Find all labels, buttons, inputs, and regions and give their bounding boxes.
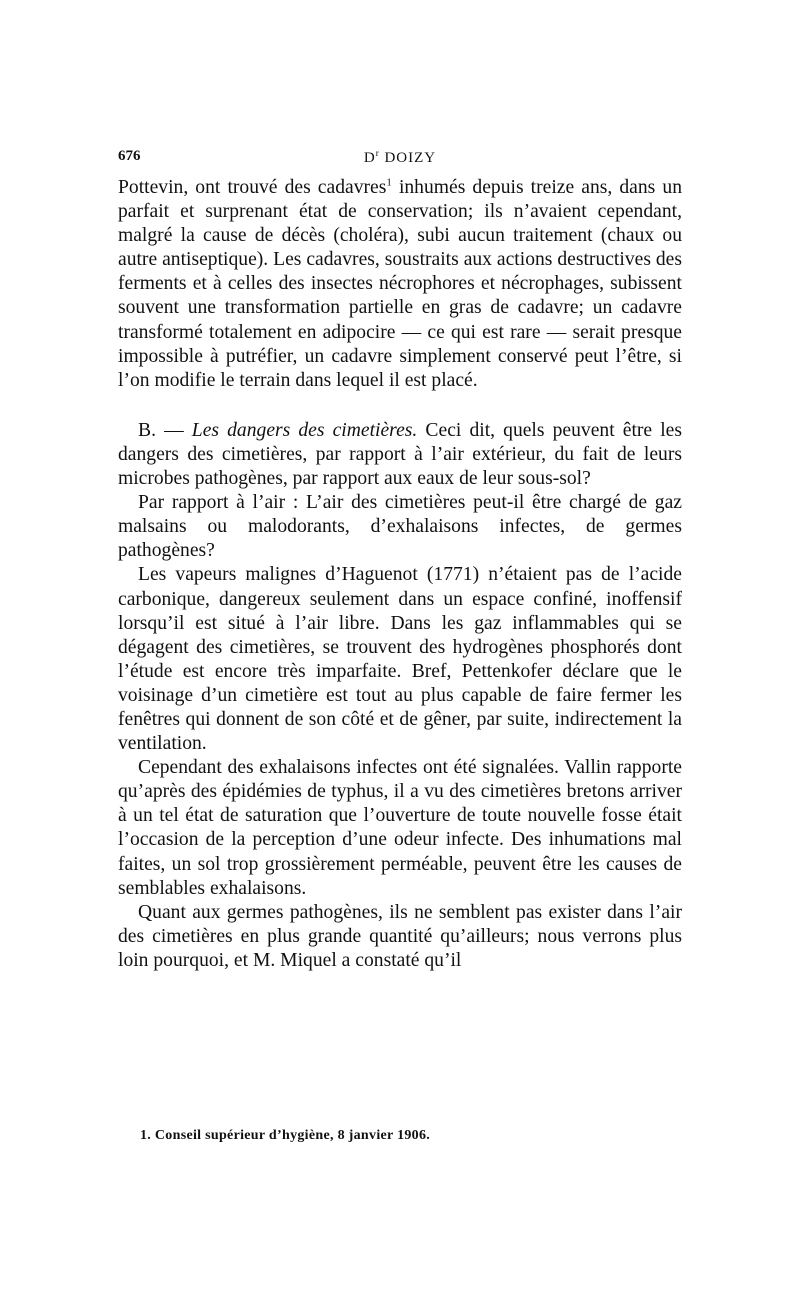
page-number: 676 (118, 148, 141, 164)
author-sup: r (375, 148, 380, 158)
paragraph-haguenot: Les vapeurs malignes d’Haguenot (1771) n’étaient pas de l’acide carbonique, dangereux seulement dans un espace confiné, inoffensif lorsqu’il est situé à l’air libre. Dans les gaz inflammables qui se dégagent des cimetières, se trouvent des hydrogènes phosphorés dont l’étude est encore très imparfaite. Bref, Pettenkofer déclare que le voisinage d’un cimetière est tout au plus capable de faire fermer les fenêtres qui donnent de son côté et de gêner, par suite, indirectement la ventilation. (118, 564, 682, 755)
footnote: 1. Conseil supérieur d’hygiène, 8 janvier 1906. (140, 1128, 431, 1143)
paragraph-germes: Quant aux germes pathogènes, ils ne semblent pas exister dans l’air des cimetières en plus grande quantité qu’ailleurs; nous verrons plus loin pourquoi, et M. Miquel a constaté qu’il (118, 901, 682, 971)
paragraph-1-start: Pottevin, ont trouvé des cadavres (118, 177, 387, 198)
paragraph-air: Par rapport à l’air : L’air des cimetières peut-il être chargé de gaz malsains ou malodorants, d’exhalaisons infectes, de germes pathogènes? (118, 492, 682, 562)
running-title (118, 148, 682, 167)
paragraph-vallin: Cependant des exhalaisons infectes ont été signalées. Vallin rapporte qu’après des épidémies de typhus, il a vu des cimetières bretons arriver à un tel état de saturation que l’ouverture de toute nouvelle fosse était l’occasion de la perception d’une odeur infecte. Des inhumations mal faites, un sol trop grossièrement perméable, peuvent être les causes de semblables exhalaisons. (118, 757, 682, 899)
section-text: Ceci dit, quels peuvent être les dangers des cimetières, par rapport à l’air extérieur, du fait de leurs microbes pathogènes, par rapport aux eaux de leur sous-sol? (118, 419, 682, 490)
page-content (118, 142, 682, 973)
author-name: DOIZY (379, 150, 437, 166)
footnote-reference: 1 (386, 176, 392, 189)
paragraph-1-rest: inhumés depuis treize ans, dans un parfait et surprenant état de conservation; ils n’avaient cependant, malgré la cause de décès (choléra), subi aucun traitement (chaux ou autre antiseptique). Les cadavres, soustraits aux actions destructives des ferments et à celles des insectes nécrophores et nécrophages, subissent souvent une transformation partielle en gras de cadavre; un cadavre transformé totalement en adipocire — ce qui est rare — serait presque impossible à putréfier, un cadavre simplement conservé peut l’être, si l’on modifie le terrain dans lequel il est placé. (118, 177, 682, 391)
paragraph-1 (118, 176, 682, 393)
author-prefix: D (363, 150, 376, 166)
section-label: B. — (138, 419, 192, 441)
body-text (118, 176, 682, 973)
paragraph-section-b (118, 419, 682, 491)
section-title: Les dangers des cimetières. (191, 419, 418, 441)
running-header (118, 142, 682, 176)
